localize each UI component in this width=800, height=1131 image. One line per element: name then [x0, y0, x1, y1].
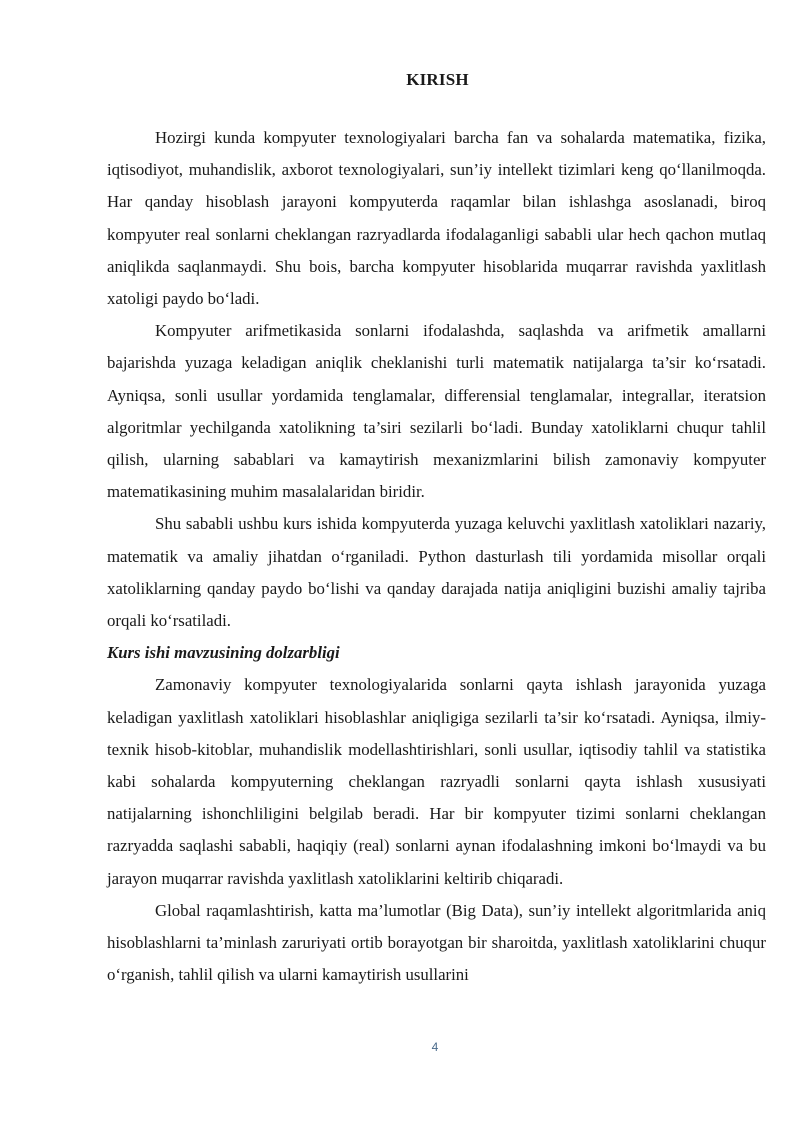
paragraph-intro-1: Hozirgi kunda kompyuter texnologiyalari barcha fan va sohalarda matematika, fizika, iqtisodiyot, muhandislik, axborot texnologiyalari, sun’iy intellekt tizimlari keng qo‘llanilmoqda. Har qanday hisoblash jarayoni kompyuterda raqamlar bilan ishlashga asoslanadi, biroq kompyuter real sonlarni cheklangan razryadlarda ifodalaganligi sababli ular hech qachon mutlaq aniqlikda saqlanmaydi. Shu bois, barcha kompyuter hisoblarida muqarrar ravishda yaxlitlash xatoligi paydo bo‘ladi.: [107, 128, 766, 309]
page-title: KIRISH: [406, 70, 469, 89]
document-body: [107, 122, 766, 991]
paragraph-section-2: Global raqamlashtirish, katta ma’lumotlar (Big Data), sun’iy intellekt algoritmlarida aniq hisoblashlarni ta’minlash zaruriyati ortib borayotgan bir sharoitda, yaxlitlash xatoliklarini chuqur o‘rganish, tahlil qilish va ularni kamaytirish usullarini: [107, 900, 766, 985]
page-number: 4: [431, 1040, 439, 1054]
paragraph-intro-3: Shu sababli ushbu kurs ishida kompyuterda yuzaga keluvchi yaxlitlash xatoliklari nazariy, matematik va amaliy jihatdan o‘rganiladi. Python dasturlash tili yordamida misollar orqali xatoliklarning qanday paydo bo‘lishi va qanday darajada natija aniqligini buzishi amaliy tajriba orqali ko‘rsatiladi.: [107, 514, 766, 631]
paragraph-intro-2: Kompyuter arifmetikasida sonlarni ifodalashda, saqlashda va arifmetik amallarni bajarishda yuzaga keladigan aniqlik cheklanishi turli matematik natijalarga ta’sir ko‘rsatadi. Ayniqsa, sonli usullar yordamida tenglamalar, differensial tenglamalar, integrallar, iteratsion algoritmlar yechilganda xatolikning ta’siri sezilarli bo‘ladi. Bunday xatoliklarni chuqur tahlil qilish, ularning sabablari va kamaytirish mexanizmlarini bilish zamonaviy kompyuter matematikasining muhim masalalaridan biridir.: [107, 321, 766, 502]
paragraph-section-1: Zamonaviy kompyuter texnologiyalarida sonlarni qayta ishlash jarayonida yuzaga keladigan yaxlitlash xatoliklari hisoblashlar aniqligiga sezilarli ta’sir ko‘rsatadi. Ayniqsa, ilmiy-texnik hisob-kitoblar, muhandislik modellashtirishlari, sonli usullar, iqtisodiy tahlil va statistika kabi sohalarda kompyuterning cheklangan razryadli sonlarni qayta ishlash xususiyati natijalarning ishonchliligini belgilab beradi. Har bir kompyuter tizimi sonlarni cheklangan razryadda saqlashi sababli, haqiqiy (real) sonlarni aynan ifodalashning imkoni bo‘lmaydi va bu jarayon muqarrar ravishda yaxlitlash xatoliklarini keltirib chiqaradi.: [107, 675, 766, 888]
section-heading: Kurs ishi mavzusining dolzarbligi: [107, 643, 340, 663]
